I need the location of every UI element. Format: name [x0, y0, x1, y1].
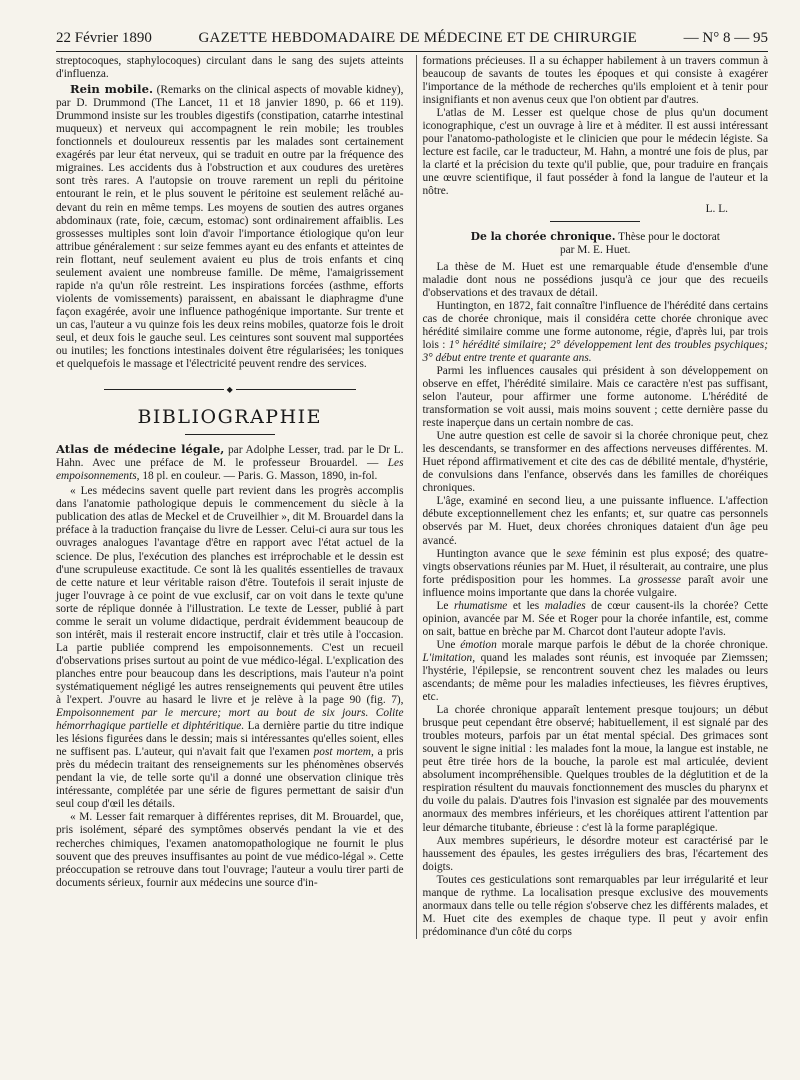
book-citation-choree: De la chorée chronique. Thèse pour le doctorat par M. E. Huet.	[470, 229, 720, 256]
article-lead: Rein mobile.	[70, 82, 154, 97]
review-paragraph: Toutes ces gesticulations sont remarquables par leur irrégularité et leur manque de rythme. La localisation presque exclusive des mouvements anormaux dans telle ou telle région s'observe chez les différents malades, et M. Huet cite des exemples de chaque type. Il peut y avoir enfin prédominance d'un côté du corps	[422, 873, 768, 938]
book-citation-atlas: Atlas de médecine légale, par Adolphe Lesser, trad. par le Dr L. Hahn. Avec une préface de M. le professeur Brouardel. — Les empoisonnements, 18 pl. en couleur. — Paris. G. Masson, 1890, in-fol.	[56, 442, 404, 483]
review-paragraph: Parmi les influences causales qui président à son développement on observe en effet, l'hérédité similaire. Mais ce caractère n'est pas suffisant, selon l'auteur, pour affirmer une forme autonome. L'hérédité de transformation se voit aussi, mais moins souvent ; cette dernière passe du reste inaperçue dans un certain nombre de cas.	[422, 364, 768, 430]
right-column	[416, 55, 769, 939]
header-date: 22 Février 1890	[56, 30, 152, 46]
review-paragraph: « Les médecins savent quelle part revient dans les progrès accomplis dans l'anatomie pathologique depuis le commencement du siècle à la publication des atlas de Meckel et de Cruveilhier », dit M. Brouardel dans la préface à la traduction française du livre de Lesser. Celui-ci aura sur tous les ouvrages analogues l'avantage d'être en rapport avec l'état actuel de la science. De plus, l'exécution des planches est irréprochable et le dessin est d'une scrupuleuse exactitude. Ce sont là les qualités essentielles de travaux de cette nature et leur véritable raison d'être. Toutefois il serait injuste de juger l'ouvrage à ce point de vue exclusif, car on voit dans le texte qu'une sorte de réplique donnée à l'illustration. Le texte de Lesser, publié à part comme le serait un volume didactique, perdrait évidemment beaucoup de son intérêt, mais il resterait encore instructif, clair et très utile à l'occasion. La partie publiée comprend les empoisonnements. C'est un recueil d'observations prises surtout au point de vue médico-légal. L'explication des planches entre pour beaucoup dans les descriptions, mais l'auteur n'a point systématiquement négligé les autres renseignements qui peuvent être utiles à l'expert. J'ouvre au hasard le livre et je relève à la page 90 (fig. 7), Empoisonnement par le mercure; mort au bout de six jours. Colite hémorrhagique partielle et diphtéritique. La dernière partie du titre indique les lésions figurées dans le dessin; mais si intéressantes qu'elles soient, elles ne suffisent pas. L'auteur, qui n'avait fait que l'examen post mortem, a pris près du médecin traitant des renseignements sur les phénomènes observés pendant la vie, de telle sorte qu'il a donné une observation clinique très intéressante, complétée par une série de figures permettant de saisir d'un seul coup d'œil les détails.	[56, 485, 404, 811]
paragraph-continued: streptocoques, staphylocoques) circulant dans le sang des sujets atteints d'influenza.	[56, 55, 404, 81]
title-underline	[185, 434, 275, 435]
paragraph-continued: formations précieuses. Il a su échapper habilement à un travers commun à beaucoup de savants de toutes les époques et qui consiste à exagérer l'importance de la méthode de recherches qu'ils emploient et à tenir pour insignifiants et non avenus ceux que l'on obtient par d'autres.	[422, 55, 768, 107]
review-paragraph: Aux membres supérieurs, le désordre moteur est caractérisé par le haussement des épaules, les gestes irréguliers des bras, l'écartement des doigts.	[422, 834, 768, 873]
review-paragraph: L'atlas de M. Lesser est quelque chose de plus qu'un document iconographique, c'est un ouvrage à lire et à méditer. Il est aussi intéressant pour l'anatomo-pathologiste et le clinicien que pour le médecin légiste. Sa lecture est facile, car le traducteur, M. Hahn, a montré une fois de plus, par la clarté et la précision du texte qu'il publie, que, pour traduire en français une œuvre scientifique, il faut posséder à fond la langue de l'auteur et la nôtre.	[422, 107, 768, 198]
header-journal-title: GAZETTE HEBDOMADAIRE DE MÉDECINE ET DE CHIRURGIE	[198, 30, 637, 46]
left-column	[56, 55, 404, 939]
review-paragraph: La thèse de M. Huet est une remarquable étude d'ensemble d'une maladie dont nous ne possédions jusqu'à ce jour que des recueils d'observations et des travaux de détail.	[422, 260, 768, 299]
review-paragraph: Le rhumatisme et les maladies de cœur causent-ils la chorée? Cette opinion, avancée par M. Sée et Roger pour la chorée infantile, est, comme on sait, battue en brèche par M. Charcot dont l'auteur adopte l'avis.	[422, 599, 769, 638]
two-column-body	[56, 55, 768, 939]
review-paragraph: L'âge, examiné en second lieu, a une puissante influence. L'affection débute exceptionnellement chez les enfants; et, sur quatre cas personnels observés par M. Huet, deux chorées chroniques dataient d'un âge peu avancé.	[422, 495, 768, 547]
section-title: BIBLIOGRAPHIE	[137, 406, 323, 429]
review-paragraph: Une autre question est celle de savoir si la chorée chronique peut, chez les descendants, se transformer en des affections nerveuses différentes. M. Huet répond affirmativement et cite des cas de débilité mentale, d'hystérie, de convulsions dans l'enfance, observés dans les familles de choréiques chroniques.	[422, 430, 768, 495]
running-header	[56, 30, 768, 52]
book-title: Atlas de médecine légale,	[56, 442, 225, 457]
book-title: De la chorée chronique.	[470, 229, 616, 243]
article-body: (Remarks on the clinical aspects of movable kidney), par D. Drummond (The Lancet, 11 et 18 janvier 1890, p. 66 et 119). Drummond insiste sur les troubles digestifs (constipation, catarrhe intestinal muqueux) et nerveux qui accompagnent le rein mobile; les troubles fonctionnels et douloureux ressentis par les malades sont certainement exagérés par leur état nerveux, qui se traduit en outre par la fréquence des migraines. Les accidents dus à l'obstruction et aux coudures des uretères sont très rares. A l'autopsie on trouve rarement un repli du péritoine entourant le rein, et le plus souvent le péritoine est seulement relâché au-devant du rein en même temps. Les moyens de soutien des autres organes abdominaux (rate, foie, cæcum, estomac) sont ordinairement affaiblis. Les grossesses multiples sont loin d'avoir l'importance étiologique qu'on leur attribue généralement : sur seize femmes ayant eu des enfants et atteintes de rein flottant, neuf seulement avaient eu plus de trois enfants et cinq seulement avaient une nombreuse famille. De même, l'amaigrissement rapide n'a qu'un rôle restreint. Les inspirations forcées (asthme, efforts violents de vomissements) paraissent, en abaissant le diaphragme d'une façon exagérée, avoir une influence pathogénique importante. Sur trente et un cas, l'auteur a vu quinze fois les deux reins mobiles, quatorze fois le droit seul, et deux fois le gauche seul. Les ceintures sont souvent mal supportées ou inutiles; les fonctions intestinales doivent être régularisées; les toniques et quelquefois le massage et l'électricité peuvent rendre des services.	[56, 84, 404, 371]
review-paragraph: Huntington, en 1872, fait connaître l'influence de l'hérédité dans certains cas de chorée chronique, mais il considéra cette chorée chronique avec hérédité similaire comme une forme autonome, régie, d'après lui, par trois lois : 1° hérédité similaire; 2° développement lent des troubles psychiques; 3° début entre trente et quarante ans.	[422, 299, 768, 364]
review-paragraph: Huntington avance que le sexe féminin est plus exposé; des quatre-vingts observations réunies par M. Huet, il résulterait, au contraire, une plus forte prédisposition pour les hommes. La grossesse paraît avoir une influence moins importante que dans la chorée vulgaire.	[422, 547, 768, 599]
review-paragraph: « M. Lesser fait remarquer à différentes reprises, dit M. Brouardel, que, pris isolément, séparé des symptômes observés pendant la vie et des recherches chimiques, l'examen anatomopathologique ne fournit le plus souvent que des preuves insuffisantes au point de vue médico-légal ». Cette préoccupation se retrouve dans tout l'ouvrage; l'auteur a voulu tirer parti de documents sérieux, fournir aux médecins une source d'in-	[56, 811, 404, 889]
review-paragraph: Une émotion morale marque parfois le début de la chorée chronique. L'imitation, quand les malades sont réunis, est invoquée par Ziemssen; l'hystérie, l'épilepsie, se rencontrent souvent chez les malades ou leurs ascendants; de même pour les maladies infectieuses, les fièvres éruptives, etc.	[422, 638, 768, 704]
header-page-number: — N° 8 — 95	[683, 30, 768, 46]
article-divider	[550, 221, 640, 222]
review-signature: L. L.	[705, 202, 728, 215]
section-divider	[56, 379, 404, 398]
article-rein-mobile	[56, 83, 404, 371]
divider-ornament-icon: ◆	[226, 385, 233, 395]
review-paragraph: La chorée chronique apparaît lentement presque toujours; un début brusque peut cependant être observé; habituellement, il est signalé par des troubles moteurs, parfois par un état mental spécial. Des grimaces sont souvent le signe initial : les malades font la moue, la langue est instable, ne peut être tirée hors de la bouche, la parole est mal articulée, devient absolument incompréhensible. Quelques troubles de la déglutition et de la respiration résultent du mauvais fonctionnement des muscles du pharynx et du voile du palais. D'autres fois l'invasion est signalée par des mouvements anormaux des membres inférieurs, et les choréiques attirent l'attention par leur démarche titubante, ébrieuse : c'est là la forme paraplégique.	[422, 704, 768, 834]
